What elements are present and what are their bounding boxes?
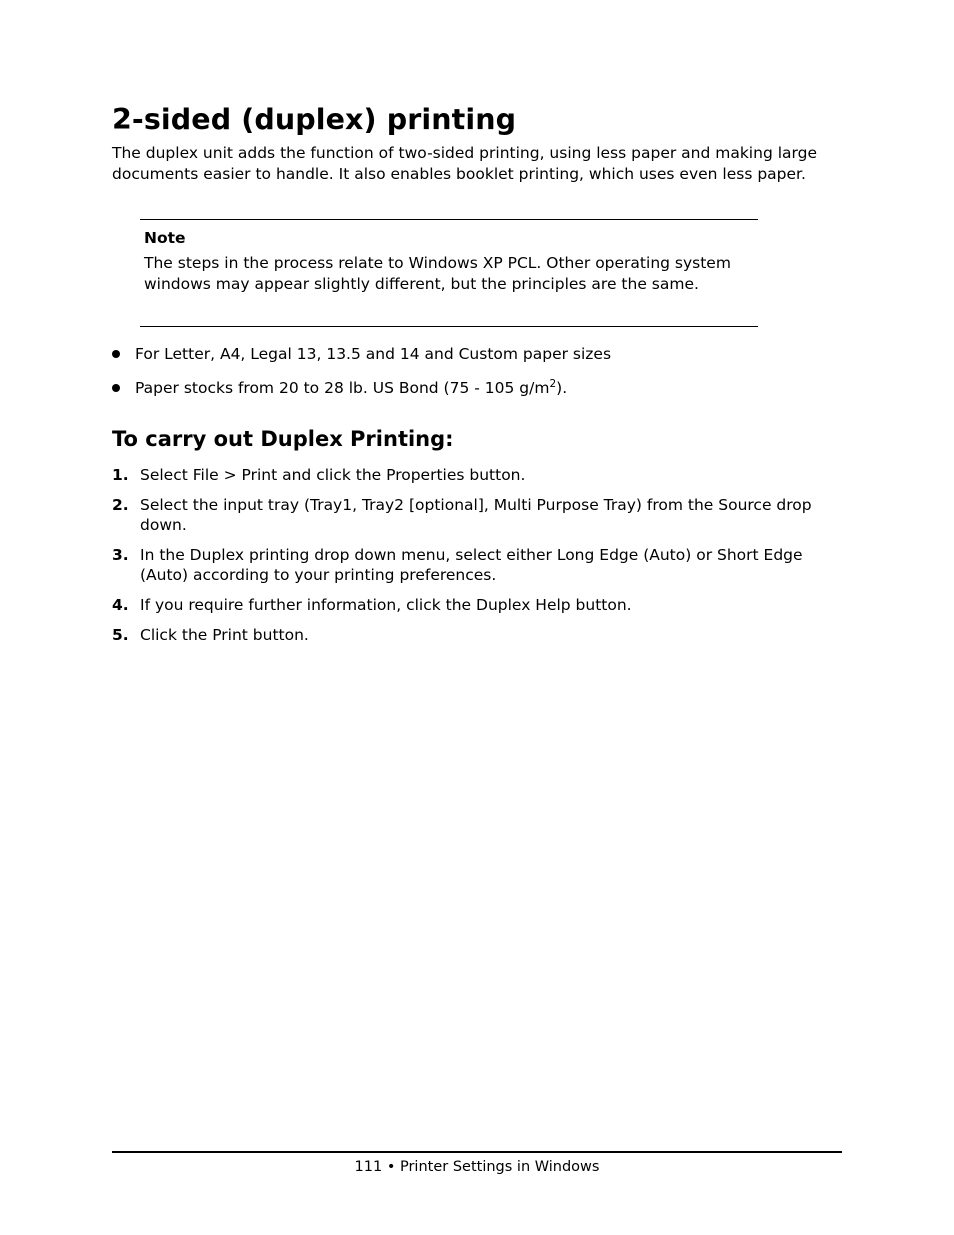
note-box — [140, 219, 758, 327]
step-item — [112, 545, 842, 585]
bullet-text-suffix: ). — [556, 379, 568, 397]
superscript: 2 — [549, 378, 557, 390]
step-text: In the Duplex printing drop down menu, select either Long Edge (Auto) or Short Edge (Auto) according to your printing preferences. — [140, 546, 803, 584]
step-text: Select the input tray (Tray1, Tray2 [optional], Multi Purpose Tray) from the Source drop down. — [140, 496, 812, 534]
bullet-icon — [112, 350, 120, 358]
step-text: If you require further information, click the Duplex Help button. — [140, 596, 632, 614]
intro-paragraph: The duplex unit adds the function of two-sided printing, using less paper and making large documents easier to handle. It also enables booklet printing, which uses even less paper. — [112, 144, 817, 183]
step-text: Select File > Print and click the Properties button. — [140, 466, 526, 484]
page-title: 2-sided (duplex) printing — [112, 103, 517, 136]
bullet-text: For Letter, A4, Legal 13, 13.5 and 14 and Custom paper sizes — [135, 345, 612, 363]
bullet-text-main: Paper stocks from 20 to 28 lb. US Bond (75 - 105 g/m — [135, 379, 550, 397]
step-item — [112, 465, 842, 485]
note-text: The steps in the process relate to Windows XP PCL. Other operating system windows may appear slightly different, but the principles are the same. — [144, 254, 731, 293]
footer-divider — [112, 1151, 842, 1153]
footer-separator: • — [386, 1159, 396, 1175]
section-heading: To carry out Duplex Printing: — [112, 427, 454, 451]
step-number: 4. — [112, 596, 129, 614]
step-item — [112, 595, 842, 615]
step-item — [112, 495, 842, 535]
step-item — [112, 625, 842, 645]
step-number: 2. — [112, 496, 129, 514]
note-title: Note — [144, 229, 186, 247]
bullet-text — [135, 377, 567, 399]
step-number: 1. — [112, 466, 129, 484]
page-footer — [112, 1157, 842, 1177]
page-number: 111 — [354, 1159, 383, 1175]
bullet-icon — [112, 384, 120, 392]
footer-section-title: Printer Settings in Windows — [399, 1159, 600, 1175]
steps-list — [112, 465, 842, 655]
step-number: 5. — [112, 626, 129, 644]
step-number: 3. — [112, 546, 129, 564]
step-text: Click the Print button. — [140, 626, 309, 644]
